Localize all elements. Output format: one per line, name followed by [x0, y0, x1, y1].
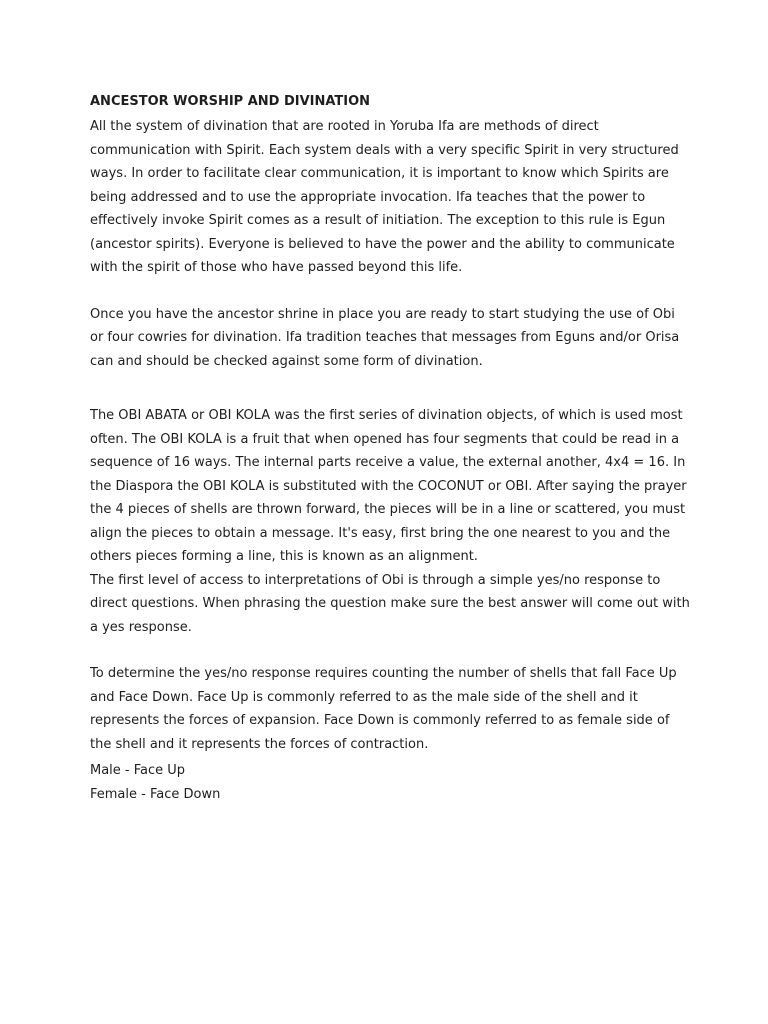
paragraph-obi-kola: The OBI ABATA or OBI KOLA was the first series of divination objects, of which is used most often. The OBI KOLA is a fruit that when opened has four segments that could be read in a sequence of 16 ways. The internal parts receive a value, the external another, 4x4 = 16. In the Diaspora the OBI KOLA is substituted with the COCONUT or OBI. After saying the prayer the 4 pieces of shells are thrown forward, the pieces will be in a line or scattered, you must align the pieces to obtain a message. It's easy, first bring the one nearest to you and the others pieces forming a line, this is known as an alignment. — [90, 408, 687, 564]
paragraph-intro: All the system of divination that are rooted in Yoruba Ifa are methods of direct communication with Spirit. Each system deals with a very specific Spirit in very structured ways. In order to facilitate clear communication, it is important to know which Spirits are being addressed and to use the appropriate invocation. Ifa teaches that the power to effectively invoke Spirit comes as a result of initiation. The exception to this rule is Egun (ancestor spirits). Everyone is believed to have the power and the ability to communicate with the spirit of those who have passed beyond this life. — [90, 119, 679, 275]
paragraph-yes-no-access: The first level of access to interpretations of Obi is through a simple yes/no response to direct questions. When phrasing the question make sure the best answer will come out with a yes response. — [90, 572, 690, 635]
document-title: ANCESTOR WORSHIP AND DIVINATION — [90, 94, 371, 109]
document-body — [90, 92, 690, 806]
list-item-female: Female - Face Down — [90, 786, 221, 802]
paragraph-face-up-down: To determine the yes/no response requires counting the number of shells that fall Face Up and Face Down. Face Up is commonly referred to as the male side of the shell and it represents the forces of expansion. Face Down is commonly referred to as female side of the shell and it represents the forces of contraction. — [90, 666, 677, 752]
paragraph-ancestor-shrine: Once you have the ancestor shrine in place you are ready to start studying the use of Obi or four cowries for divination. Ifa tradition teaches that messages from Eguns and/or Orisa can and should be checked against some form of divination. — [90, 306, 680, 369]
list-item-male: Male - Face Up — [90, 763, 186, 778]
